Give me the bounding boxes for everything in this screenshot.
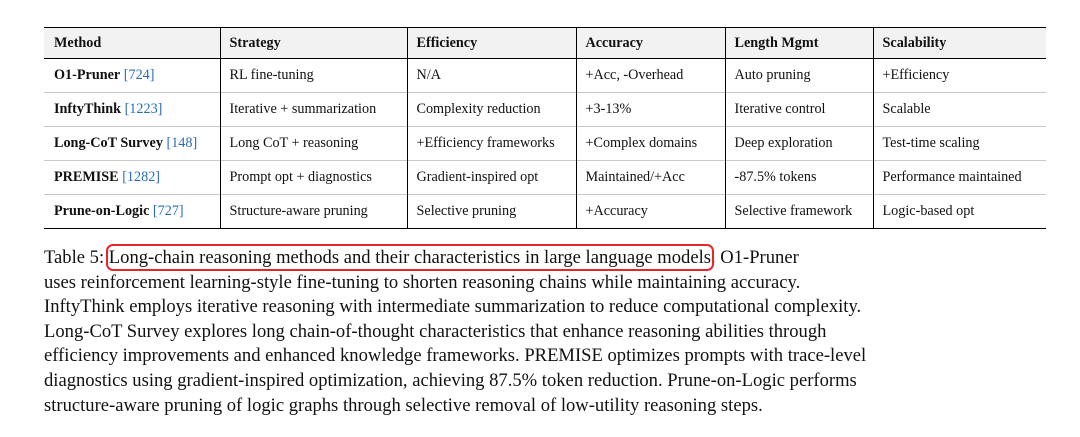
scalability-cell: Test-time scaling — [873, 127, 1046, 161]
header-method: Method — [54, 34, 102, 51]
header-length-mgmt: Length Mgmt — [725, 28, 873, 59]
length-mgmt-cell: -87.5% tokens — [725, 161, 873, 195]
method-cell — [44, 93, 220, 127]
citation-link[interactable]: [727] — [152, 203, 184, 219]
methods-table-container — [44, 27, 1046, 229]
table-caption — [44, 246, 1054, 418]
caption-line: efficiency improvements and enhanced knowledge frameworks. PREMISE optimizes prompts with trace-level — [44, 345, 867, 367]
caption-line: Long-CoT Survey explores long chain-of-thought characteristics that enhance reasoning abilities through — [44, 320, 827, 342]
method-name: Prune-on-Logic — [54, 203, 150, 219]
caption-line: InftyThink employs iterative reasoning with intermediate summarization to reduce computational complexity. — [44, 296, 862, 318]
method-name: InftyThink — [54, 101, 122, 117]
efficiency-cell: Complexity reduction — [407, 93, 576, 127]
caption-line — [44, 246, 1054, 271]
table-row — [44, 161, 1046, 195]
length-mgmt-cell: Selective framework — [725, 195, 873, 229]
citation-link[interactable]: [148] — [166, 135, 198, 151]
method-cell — [44, 59, 220, 93]
methods-table — [44, 27, 1046, 229]
strategy-cell: RL fine-tuning — [220, 59, 407, 93]
efficiency-cell: Gradient-inspired opt — [407, 161, 576, 195]
caption-text: . O1-Pruner — [711, 247, 799, 268]
accuracy-cell: +Acc, -Overhead — [576, 59, 725, 93]
length-mgmt-cell: Iterative control — [725, 93, 873, 127]
header-accuracy: Accuracy — [576, 28, 725, 59]
accuracy-cell: +3-13% — [576, 93, 725, 127]
table-row — [44, 127, 1046, 161]
method-cell — [44, 127, 220, 161]
length-mgmt-cell: Deep exploration — [725, 127, 873, 161]
caption-line: diagnostics using gradient-inspired optimization, achieving 87.5% token reduction. Prune-on-Logic performs — [44, 369, 857, 391]
accuracy-cell: +Accuracy — [576, 195, 725, 229]
accuracy-cell: +Complex domains — [576, 127, 725, 161]
header-efficiency: Efficiency — [407, 28, 576, 59]
accuracy-cell: Maintained/+Acc — [576, 161, 725, 195]
citation-link[interactable]: [724] — [123, 67, 155, 83]
scalability-cell: Performance maintained — [873, 161, 1046, 195]
header-scalability: Scalability — [873, 28, 1046, 59]
method-name: O1-Pruner — [54, 67, 121, 83]
table-header-row — [44, 28, 1046, 59]
caption-line: structure-aware pruning of logic graphs through selective removal of low-utility reasoning steps. — [44, 394, 763, 416]
length-mgmt-cell: Auto pruning — [725, 59, 873, 93]
caption-line: uses reinforcement learning-style fine-tuning to shorten reasoning chains while maintaining accuracy. — [44, 271, 801, 293]
method-cell — [44, 195, 220, 229]
table-row — [44, 93, 1046, 127]
strategy-cell: Structure-aware pruning — [220, 195, 407, 229]
table-row — [44, 59, 1046, 93]
citation-link[interactable]: [1282] — [122, 169, 161, 185]
caption-label: Table 5: — [44, 247, 105, 268]
scalability-cell: Logic-based opt — [873, 195, 1046, 229]
table-row — [44, 195, 1046, 229]
efficiency-cell: N/A — [407, 59, 576, 93]
strategy-cell: Iterative + summarization — [220, 93, 407, 127]
method-cell — [44, 161, 220, 195]
scalability-cell: Scalable — [873, 93, 1046, 127]
header-strategy: Strategy — [220, 28, 407, 59]
strategy-cell: Long CoT + reasoning — [220, 127, 407, 161]
efficiency-cell: Selective pruning — [407, 195, 576, 229]
caption-highlight-box: Long-chain reasoning methods and their characteristics in large language models — [108, 247, 711, 268]
citation-link[interactable]: [1223] — [124, 101, 163, 117]
method-name: PREMISE — [54, 169, 119, 185]
efficiency-cell: +Efficiency frameworks — [407, 127, 576, 161]
strategy-cell: Prompt opt + diagnostics — [220, 161, 407, 195]
method-name: Long-CoT Survey — [54, 135, 163, 151]
scalability-cell: +Efficiency — [873, 59, 1046, 93]
